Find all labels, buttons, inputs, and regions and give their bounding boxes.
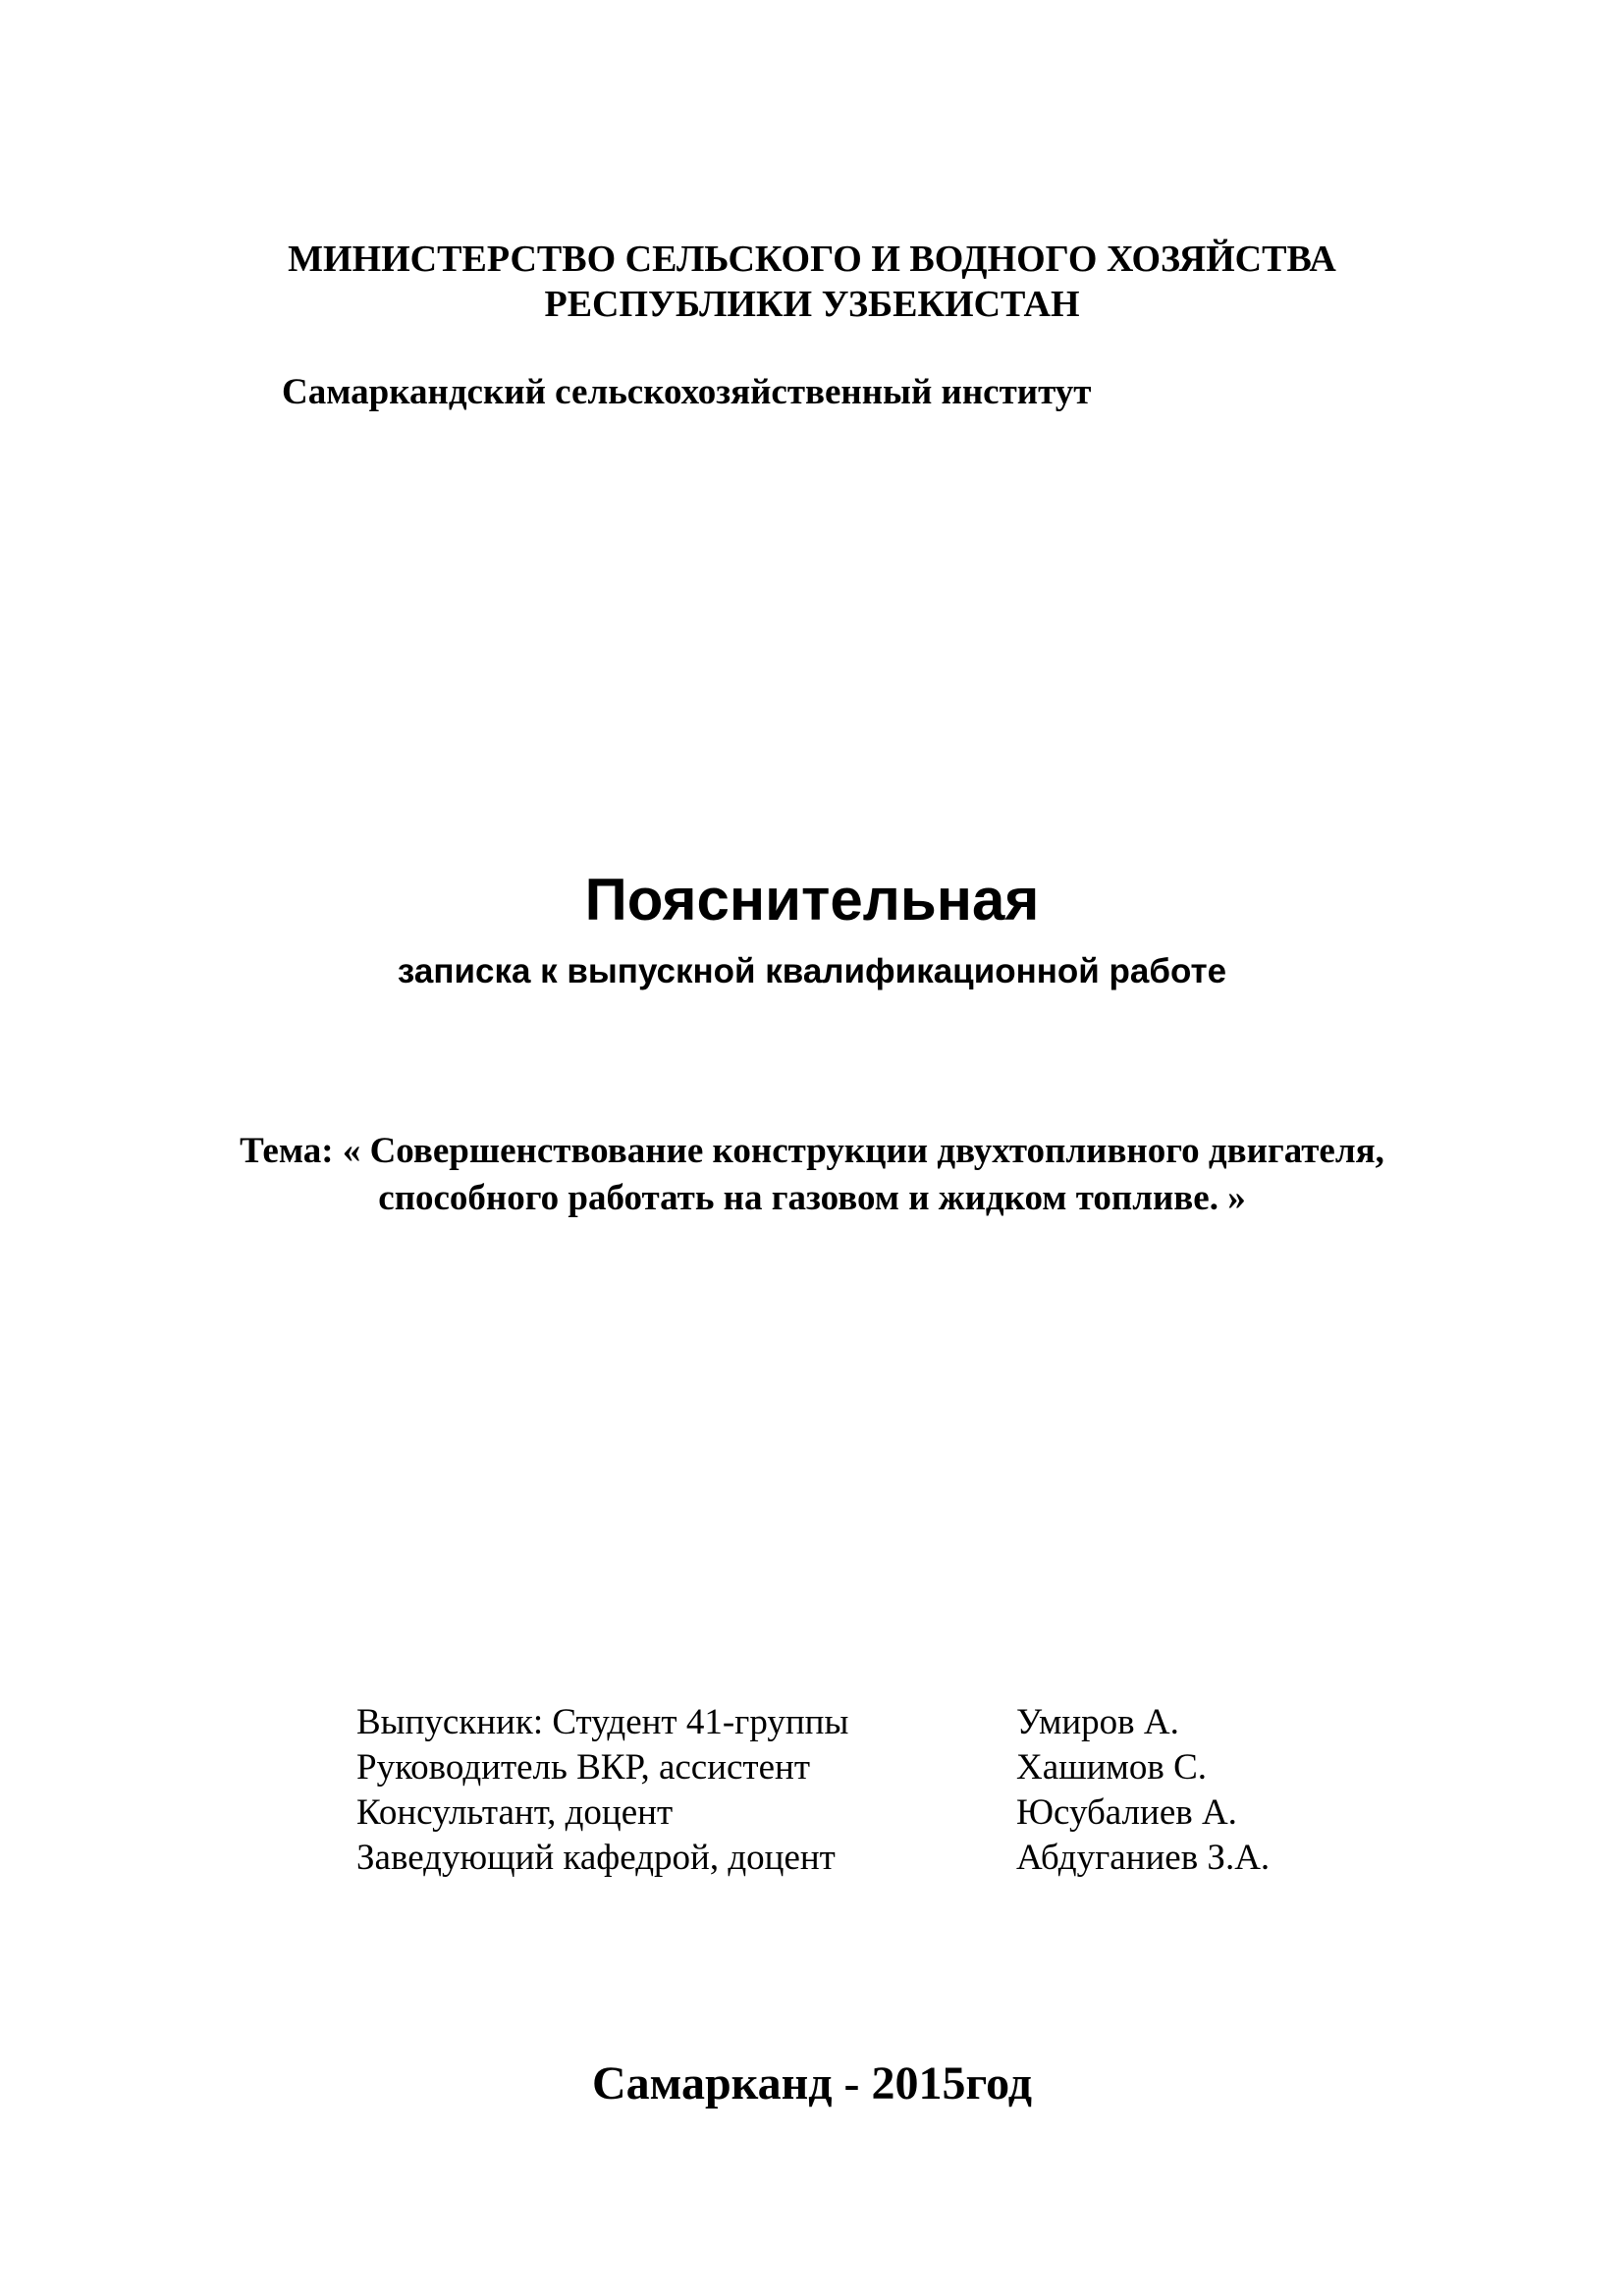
signature-name-consultant: Юсубалиев А. xyxy=(1016,1792,1237,1833)
signature-role-graduate: Выпускник: Студент 41-группы xyxy=(356,1702,849,1742)
topic-line2: способного работать на газовом и жидком топливе. » xyxy=(378,1178,1246,1218)
signature-role-consultant: Консультант, доцент xyxy=(356,1792,674,1833)
city-and-year: Самарканд - 2015год xyxy=(591,2057,1033,2109)
signature-name-graduate: Умиров А. xyxy=(1016,1702,1179,1742)
ministry-name-line1: МИНИСТЕРСТВО СЕЛЬСКОГО И ВОДНОГО ХОЗЯЙСТВА xyxy=(288,239,1336,280)
signature-name-head-of-department: Абдуганиев З.А. xyxy=(1016,1838,1271,1878)
signature-name-supervisor: Хашимов С. xyxy=(1016,1747,1207,1788)
signature-role-head-of-department: Заведующий кафедрой, доцент xyxy=(356,1838,836,1878)
institute-name: Самаркандский сельскохозяйственный институт xyxy=(282,372,1092,412)
signature-role-supervisor: Руководитель ВКР, ассистент xyxy=(356,1747,810,1788)
document-title: Пояснительная xyxy=(584,867,1040,933)
ministry-name-line2: РЕСПУБЛИКИ УЗБЕКИСТАН xyxy=(544,284,1080,325)
document-subtitle: записка к выпускной квалификационной работе xyxy=(397,952,1227,990)
topic-line1: Тема: « Совершенствование конструкции двухтопливного двигателя, xyxy=(240,1131,1384,1171)
